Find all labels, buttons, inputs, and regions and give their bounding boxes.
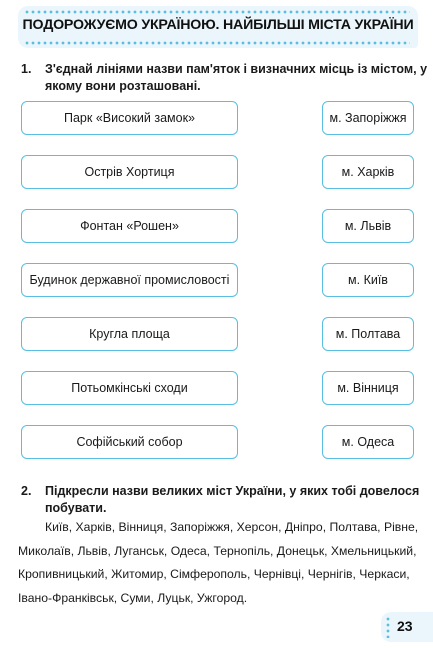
city-list [18,516,423,610]
landmark-box[interactable]: Будинок державної промисловості [21,263,238,297]
landmark-box[interactable]: Потьомкінські сходи [21,371,238,405]
task1-instruction-line2: якому вони розташовані. [45,79,201,93]
city-box[interactable]: м. Полтава [322,317,414,351]
page-number: 23 [397,618,413,634]
header-dots-top [24,10,410,14]
city-box[interactable]: м. Вінниця [322,371,414,405]
city-list-line[interactable]: Івано-Франківськ, Суми, Луцьк, Ужгород. [18,590,248,605]
city-box[interactable]: м. Одеса [322,425,414,459]
landmark-box[interactable]: Острів Хортиця [21,155,238,189]
task2-number: 2. [21,484,32,498]
landmark-box[interactable]: Фонтан «Рошен» [21,209,238,243]
city-list-line[interactable]: Київ, Харків, Вінниця, Запоріжжя, Херсон, Дніпро, Полтава, Рівне, [45,520,419,534]
city-box[interactable]: м. Харків [322,155,414,189]
landmark-box[interactable]: Кругла площа [21,317,238,351]
city-list-line[interactable]: Кропивницький, Житомир, Сімферополь, Чернівці, Чернігів, Черкаси, [18,567,410,581]
landmark-box[interactable]: Софійський собор [21,425,238,459]
task2-instruction-line2: побувати. [45,501,107,515]
page-tab-dots [386,616,390,638]
task1-instruction [45,61,427,95]
city-box[interactable]: м. Запоріжжя [322,101,414,135]
task1-number: 1. [21,62,32,76]
task2-instruction [45,483,419,517]
city-list-line[interactable]: Миколаїв, Львів, Луганськ, Одеса, Тернопіль, Донецьк, Хмельницький, [18,543,417,558]
page-number-tab [381,612,433,642]
task2-instruction-line1: Підкресли назви великих міст України, у яких тобі довелося [45,484,420,498]
task1-instruction-line1: З'єднай лініями назви пам'яток і визначних місць із містом, у [45,62,428,76]
header-dots-bottom [24,41,410,45]
city-box[interactable]: м. Київ [322,263,414,297]
landmark-box[interactable]: Парк «Високий замок» [21,101,238,135]
page-title: ПОДОРОЖУЄМО УКРАЇНОЮ. НАЙБІЛЬШІ МІСТА УКРАЇНИ [22,17,414,33]
page-header [18,6,418,48]
city-box[interactable]: м. Львів [322,209,414,243]
